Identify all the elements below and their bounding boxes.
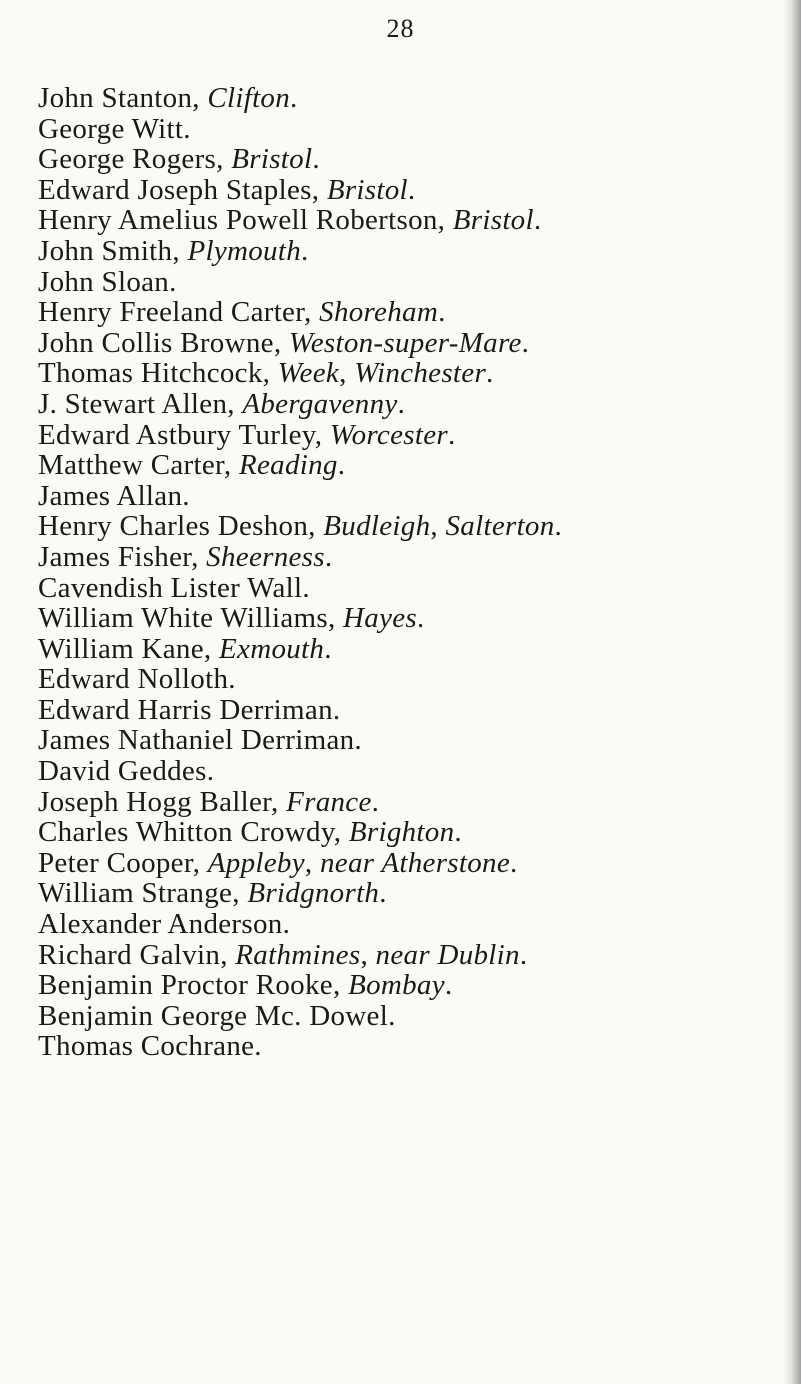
separator: , — [311, 173, 327, 206]
place-name: Brighton — [348, 816, 455, 849]
place-name: Shoreham — [319, 296, 439, 329]
list-item — [38, 297, 798, 328]
place-name: Hayes — [343, 602, 418, 635]
end-punctuation: . — [354, 724, 362, 757]
list-item — [38, 205, 798, 236]
place-name: Worcester — [329, 418, 448, 451]
end-punctuation: . — [290, 82, 298, 114]
person-name: William Strange — [38, 877, 233, 910]
list-item — [38, 817, 798, 848]
end-punctuation: . — [397, 387, 406, 420]
list-item — [38, 634, 798, 665]
end-punctuation: . — [454, 816, 462, 849]
separator: , — [192, 846, 208, 879]
person-name: Richard Galvin — [38, 938, 221, 971]
list-item — [38, 144, 798, 175]
separator: , — [339, 357, 355, 390]
list-item — [38, 420, 798, 451]
separator: , — [437, 204, 453, 237]
person-name: Henry Freeland Carter — [38, 296, 305, 329]
place-name: Bristol — [326, 173, 408, 206]
place-name: Appleby — [207, 846, 305, 879]
end-punctuation: . — [301, 234, 309, 267]
page-number: 28 — [386, 14, 415, 43]
separator: , — [327, 602, 344, 635]
list-item — [38, 603, 798, 634]
person-name: Thomas Cochrane — [38, 1030, 255, 1063]
list-item — [38, 481, 798, 512]
place-name: Exmouth — [219, 632, 325, 665]
place-name: Salterton — [445, 510, 555, 543]
end-punctuation: . — [182, 479, 190, 512]
list-item — [38, 542, 798, 573]
person-name: Cavendish Lister Wall — [38, 571, 303, 604]
end-punctuation: . — [228, 663, 236, 696]
person-name: Charles Whitton Crowdy — [38, 816, 334, 849]
separator: , — [333, 816, 349, 849]
separator: , — [216, 143, 232, 176]
end-punctuation: . — [447, 418, 456, 451]
person-name: Joseph Hogg Baller — [38, 785, 271, 818]
page-edge-shadow — [783, 0, 801, 1384]
end-punctuation: . — [444, 969, 453, 1002]
separator: , — [430, 510, 446, 543]
place-name: Plymouth — [187, 234, 301, 267]
person-name: Henry Charles Deshon — [38, 510, 309, 543]
person-name: John Collis Browne — [38, 326, 274, 359]
end-punctuation: . — [388, 999, 396, 1032]
place-name: Bristol — [452, 204, 534, 237]
separator: , — [273, 326, 289, 359]
list-item — [38, 175, 798, 206]
list-item — [38, 358, 798, 389]
person-name: John Sloan — [38, 265, 170, 298]
list-item — [38, 511, 798, 542]
name-list — [38, 83, 798, 1062]
end-punctuation: . — [519, 938, 528, 971]
place-name: Bridgnorth — [247, 877, 380, 910]
person-name: Thomas Hitchcock — [38, 357, 263, 390]
end-punctuation: . — [324, 540, 333, 573]
list-item — [38, 450, 798, 481]
person-name: William Kane — [38, 632, 204, 665]
list-item — [38, 1001, 798, 1032]
list-item — [38, 787, 798, 818]
separator: , — [232, 877, 248, 910]
end-punctuation: . — [183, 112, 191, 145]
place-name: France — [286, 785, 372, 818]
list-item — [38, 1031, 798, 1062]
separator: , — [220, 938, 236, 971]
list-item — [38, 848, 798, 879]
end-punctuation: . — [282, 908, 291, 941]
person-name: David Geddes — [38, 755, 207, 788]
separator: , — [304, 846, 320, 879]
place-name: Winchester — [354, 357, 487, 390]
end-punctuation: . — [417, 602, 425, 635]
list-item — [38, 389, 798, 420]
person-name: John Smith — [38, 234, 173, 267]
person-name: Edward Joseph Staples — [38, 173, 312, 206]
person-name: William White Williams — [38, 602, 328, 635]
person-name: John Stanton — [38, 82, 193, 114]
separator: , — [262, 357, 278, 390]
end-punctuation: . — [533, 204, 542, 237]
list-item — [38, 267, 798, 298]
end-punctuation: . — [554, 510, 563, 543]
place-name: Reading — [238, 449, 338, 482]
person-name: Edward Harris Derriman — [38, 693, 333, 726]
list-item — [38, 940, 798, 971]
person-name: Peter Cooper — [38, 846, 193, 879]
list-item — [38, 878, 798, 909]
separator: , — [203, 632, 220, 665]
separator: , — [172, 234, 188, 267]
place-name: Rathmines — [235, 938, 361, 971]
person-name: Edward Astbury Turley — [38, 418, 315, 451]
person-name: James Allan — [38, 479, 183, 512]
separator: , — [304, 296, 320, 329]
separator: , — [332, 969, 349, 1002]
end-punctuation: . — [169, 265, 177, 298]
person-name: Benjamin Proctor Rooke — [38, 969, 333, 1002]
end-punctuation: . — [312, 143, 320, 176]
end-punctuation: . — [379, 877, 387, 910]
person-name: James Nathaniel Derriman — [38, 724, 355, 757]
person-name: Benjamin George Mc. Dowel — [38, 999, 389, 1032]
place-name: Week — [277, 357, 340, 390]
end-punctuation: . — [332, 693, 341, 726]
list-item — [38, 970, 798, 1001]
place-name: near Atherstone — [320, 846, 511, 879]
end-punctuation: . — [254, 1030, 262, 1063]
separator: , — [270, 785, 287, 818]
end-punctuation: . — [337, 449, 346, 482]
list-item — [38, 725, 798, 756]
person-name: George Rogers — [38, 143, 217, 176]
list-item — [38, 756, 798, 787]
place-name: Bristol — [231, 143, 313, 176]
separator: , — [192, 82, 208, 114]
end-punctuation: . — [324, 632, 332, 665]
list-item — [38, 695, 798, 726]
end-punctuation: . — [371, 785, 380, 818]
separator: , — [227, 387, 243, 420]
person-name: George Witt — [38, 112, 184, 145]
separator: , — [360, 938, 376, 971]
end-punctuation: . — [407, 173, 416, 206]
place-name: Clifton — [207, 82, 291, 114]
separator: , — [191, 540, 207, 573]
list-item — [38, 83, 798, 114]
person-name: Matthew Carter — [38, 449, 224, 482]
list-item — [38, 909, 798, 940]
person-name: James Fisher — [38, 540, 192, 573]
list-item — [38, 236, 798, 267]
end-punctuation: . — [521, 326, 530, 359]
separator: , — [308, 510, 324, 543]
place-name: Bombay — [348, 969, 445, 1002]
person-name: Alexander Anderson — [38, 908, 283, 941]
place-name: near Dublin — [375, 938, 520, 971]
separator: , — [223, 449, 239, 482]
place-name: Abergavenny — [242, 387, 398, 420]
end-punctuation: . — [438, 296, 446, 329]
end-punctuation: . — [206, 755, 215, 788]
person-name: J. Stewart Allen — [38, 387, 228, 420]
end-punctuation: . — [486, 357, 494, 390]
separator: , — [314, 418, 330, 451]
list-item — [38, 328, 798, 359]
place-name: Sheerness — [206, 540, 325, 573]
list-item — [38, 573, 798, 604]
place-name: Weston-super-Mare — [288, 326, 522, 359]
person-name: Edward Nolloth — [38, 663, 229, 696]
person-name: Henry Amelius Powell Robertson — [38, 204, 438, 237]
end-punctuation: . — [302, 571, 310, 604]
list-item — [38, 664, 798, 695]
list-item — [38, 114, 798, 145]
place-name: Budleigh — [323, 510, 431, 543]
end-punctuation: . — [510, 846, 518, 879]
